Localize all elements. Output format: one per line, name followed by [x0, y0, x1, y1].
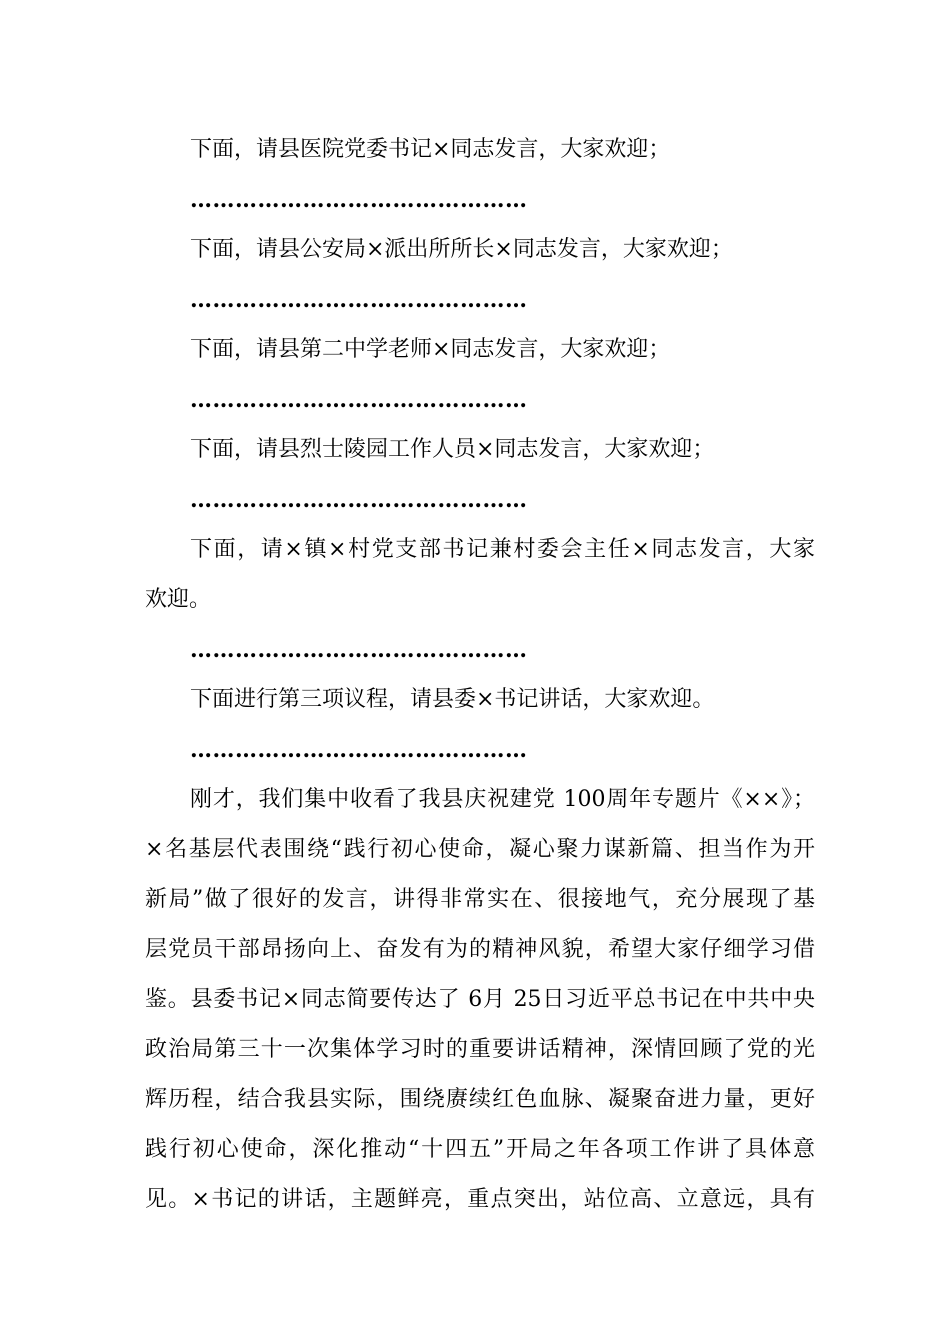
- paragraph-line: 下面，请县公安局×派出所所长×同志发言，大家欢迎；: [190, 237, 733, 262]
- paragraph-line: 下面进行第三项议程，请县委×书记讲话，大家欢迎。: [190, 687, 715, 712]
- paragraph-line: 层党员干部昂扬向上、奋发有为的精神风貌，希望大家仔细学习借: [145, 937, 815, 962]
- paragraph-line: 践行初心使命，深化推动“十四五”开局之年各项工作讲了具体意: [145, 1137, 815, 1162]
- ellipsis-line: ………………………………………: [190, 287, 528, 313]
- ellipsis-line: ………………………………………: [190, 387, 528, 413]
- paragraph-line: 下面，请县医院党委书记×同志发言，大家欢迎；: [190, 137, 671, 162]
- ellipsis-line: ………………………………………: [190, 737, 528, 763]
- paragraph-line: 下面，请×镇×村党支部书记兼村委会主任×同志发言，大家: [190, 537, 815, 562]
- ellipsis-line: ………………………………………: [190, 637, 528, 663]
- paragraph-line: 下面，请县第二中学老师×同志发言，大家欢迎；: [190, 337, 671, 362]
- ellipsis-line: ………………………………………: [190, 487, 528, 513]
- paragraph-line: 见。×书记的讲话，主题鲜亮，重点突出，站位高、立意远，具有: [145, 1187, 815, 1212]
- paragraph-line: 新局”做了很好的发言，讲得非常实在、很接地气，充分展现了基: [145, 887, 815, 912]
- paragraph-line: 欢迎。: [145, 587, 212, 612]
- ellipsis-line: ………………………………………: [190, 187, 528, 213]
- paragraph-line: 鉴。县委书记×同志简要传达了 6月 25日习近平总书记在中共中央: [145, 987, 815, 1012]
- paragraph-line: 下面，请县烈士陵园工作人员×同志发言，大家欢迎；: [190, 437, 715, 462]
- paragraph-line: 辉历程，结合我县实际，围绕赓续红色血脉、凝聚奋进力量，更好: [145, 1087, 815, 1112]
- paragraph-line: ×名基层代表围绕“践行初心使命，凝心聚力谋新篇、担当作为开: [145, 837, 815, 862]
- paragraph-line: 政治局第三十一次集体学习时的重要讲话精神，深情回顾了党的光: [145, 1037, 815, 1062]
- paragraph-line: 刚才，我们集中收看了我县庆祝建党 100周年专题片《××》；: [190, 787, 815, 812]
